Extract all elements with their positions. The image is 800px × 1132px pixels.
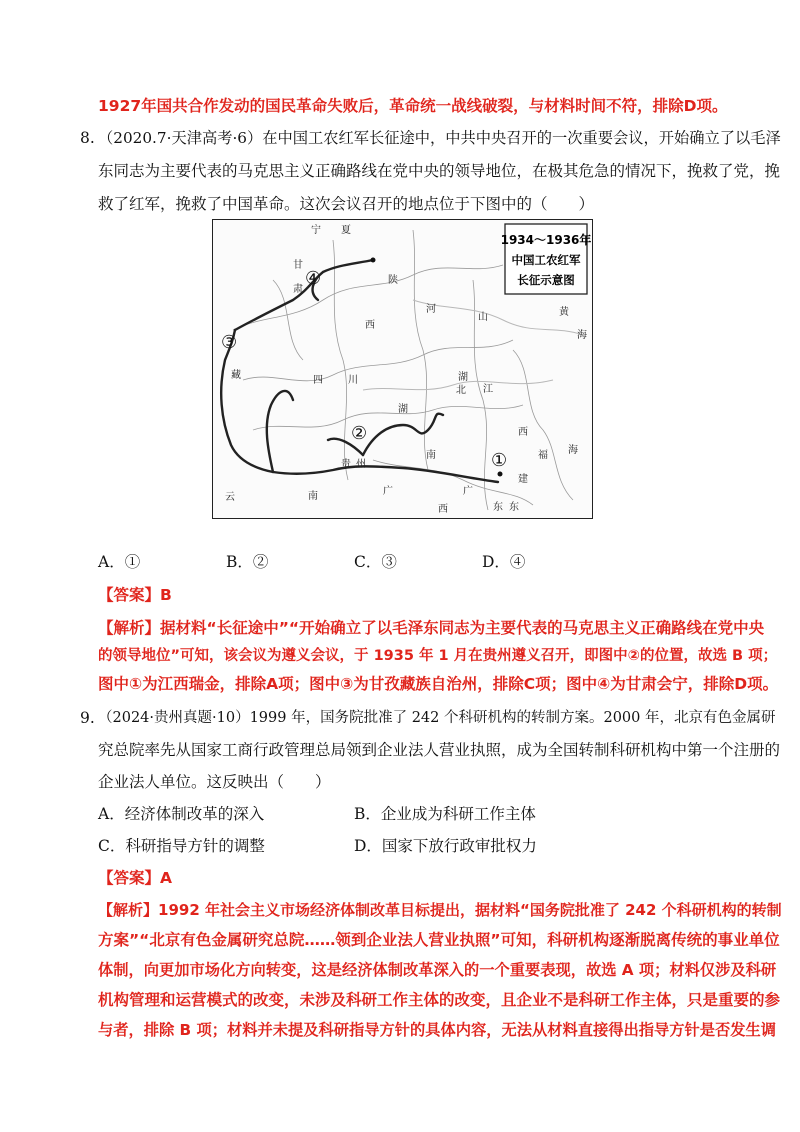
ruijin-point xyxy=(498,472,503,477)
q8-stem-line3: 救了红军，挽救了中国革命。这次会议召开的地点位于下图中的（ ） xyxy=(98,195,595,213)
q9-analysis-line5: 与者，排除 B 项；材料并未提及科研指导方针的具体内容，无法从材料直接得出指导方针是否发生调 xyxy=(98,1021,776,1039)
q9-option-a: A．经济体制改革的深入 xyxy=(98,805,265,823)
q9-option-d: D．国家下放行政审批权力 xyxy=(354,837,537,855)
region-label: 西 xyxy=(518,427,528,438)
q9-analysis-line3: 体制，向更加市场化方向转变，这是经济体制改革深入的一个重要表现，故选 A 项；材料仅涉及科研 xyxy=(98,961,777,979)
map-title-line2: 中国工农红军 xyxy=(511,253,581,267)
q9-option-c: C．科研指导方针的调整 xyxy=(98,837,265,855)
answer-value: A xyxy=(160,869,173,887)
q8-stem-line1: （2020.7·天津高考·6）在中国工农红军长征途中，中共中央召开的一次重要会议，开始确立了以毛泽 xyxy=(98,129,781,147)
marker-1: ① xyxy=(491,450,508,471)
region-label: 福 xyxy=(538,450,548,461)
region-label: 海 xyxy=(568,445,578,456)
region-label: 湖 xyxy=(398,404,408,415)
region-label: 西 xyxy=(365,320,375,331)
region-label: 甘 xyxy=(293,260,303,271)
region-label: 山 xyxy=(478,312,488,323)
analysis-label: 【解析】 xyxy=(98,901,159,919)
map-title-line3: 长征示意图 xyxy=(517,273,575,287)
region-label: 南 xyxy=(308,491,318,502)
region-label: 广 xyxy=(383,486,393,497)
answer-value: B xyxy=(160,586,172,604)
region-label: 贵 xyxy=(341,459,351,470)
region-label: 西 xyxy=(438,504,448,515)
march-routes xyxy=(221,260,498,482)
region-label: 四 xyxy=(313,375,323,386)
analysis-label: 【解析】 xyxy=(98,619,161,637)
analysis-text: 据材料“长征途中”“开始确立了以毛泽东同志为主要代表的马克思主义正确路线在党中央 xyxy=(160,619,765,637)
region-label: 州 xyxy=(356,459,366,470)
marker-2: ② xyxy=(351,423,368,444)
region-label: 江 xyxy=(483,384,493,395)
q8-option-c: C．③ xyxy=(354,553,397,571)
map-drawing xyxy=(213,220,591,517)
q9-number: 9. xyxy=(80,709,95,727)
region-label: 川 xyxy=(348,375,358,386)
yanan-point xyxy=(371,258,376,263)
marker-3: ③ xyxy=(221,332,238,353)
q9-stem-line1: （2024·贵州真题·10）1999 年，国务院批准了 242 个科研机构的转制方案。2000 年，北京有色金属研 xyxy=(98,710,776,726)
answer-label: 【答案】 xyxy=(98,586,161,604)
region-label: 河 xyxy=(426,304,436,315)
region-label: 南 xyxy=(426,450,436,461)
q9-stem-line3: 企业法人单位。这反映出（ ） xyxy=(98,773,331,791)
map-markers xyxy=(221,268,507,471)
region-label: 黄 xyxy=(559,307,569,318)
long-march-map xyxy=(212,219,593,519)
q9-option-b: B．企业成为科研工作主体 xyxy=(354,805,536,823)
q8-number: 8. xyxy=(80,129,95,147)
q9-stem-line2: 究总院率先从国家工商行政管理总局领到企业法人营业执照，成为全国转制科研机构中第一个注册的 xyxy=(98,741,781,759)
q8-answer xyxy=(98,584,172,606)
q9-answer xyxy=(98,867,172,889)
region-label: 东 xyxy=(509,502,519,513)
q8-stem-line2: 东同志为主要代表的马克思主义正确路线在党中央的领导地位，在极其危急的情况下，挽救了党，挽 xyxy=(98,162,781,180)
region-label: 宁 xyxy=(311,225,321,236)
q8-analysis-line1 xyxy=(98,617,764,639)
q8-option-b: B．② xyxy=(226,553,269,571)
region-label: 广 xyxy=(463,486,473,497)
region-label: 湖 xyxy=(458,372,468,383)
map-title-line1: 1934～1936年 xyxy=(500,233,591,247)
region-label: 海 xyxy=(577,330,587,341)
region-label: 藏 xyxy=(231,370,241,381)
q9-analysis-line1 xyxy=(98,899,782,921)
q9-analysis-line2: 方案”“北京有色金属研究总院……领到企业法人营业执照”可知，科研机构逐渐脱离传统的事业单位 xyxy=(98,931,780,949)
region-label: 肃 xyxy=(293,284,303,295)
region-label: 陕 xyxy=(388,275,398,286)
q7-analysis-tail: 1927年国共合作发动的国民革命失败后，革命统一战线破裂，与材料时间不符，排除D项。 xyxy=(98,97,728,115)
q8-option-a: A．① xyxy=(98,553,141,571)
marker-4: ④ xyxy=(305,268,322,289)
answer-label: 【答案】 xyxy=(98,869,161,887)
region-label: 东 xyxy=(493,502,503,513)
q8-analysis-line2: 的领导地位”可知，该会议为遵义会议，于 1935 年 1 月在贵州遵义召开，即图中②的位置，故选 B 项； xyxy=(98,648,778,664)
q8-analysis-line3: 图中①为江西瑞金，排除A项；图中③为甘孜藏族自治州，排除C项；图中④为甘肃会宁，排除D项。 xyxy=(98,675,779,693)
region-label: 北 xyxy=(456,385,466,396)
q8-option-d: D．④ xyxy=(482,553,526,571)
region-label: 建 xyxy=(518,474,528,485)
rivers xyxy=(363,300,583,390)
analysis-text: 1992 年社会主义市场经济体制改革目标提出，据材料“国务院批准了 242 个科研机构的转制 xyxy=(158,901,782,919)
region-label: 夏 xyxy=(341,225,351,236)
q9-analysis-line4: 机构管理和运营模式的改变，未涉及科研工作主体的改变，且企业不是科研工作主体，只是重要的参 xyxy=(98,991,781,1009)
region-label: 云 xyxy=(225,492,235,503)
